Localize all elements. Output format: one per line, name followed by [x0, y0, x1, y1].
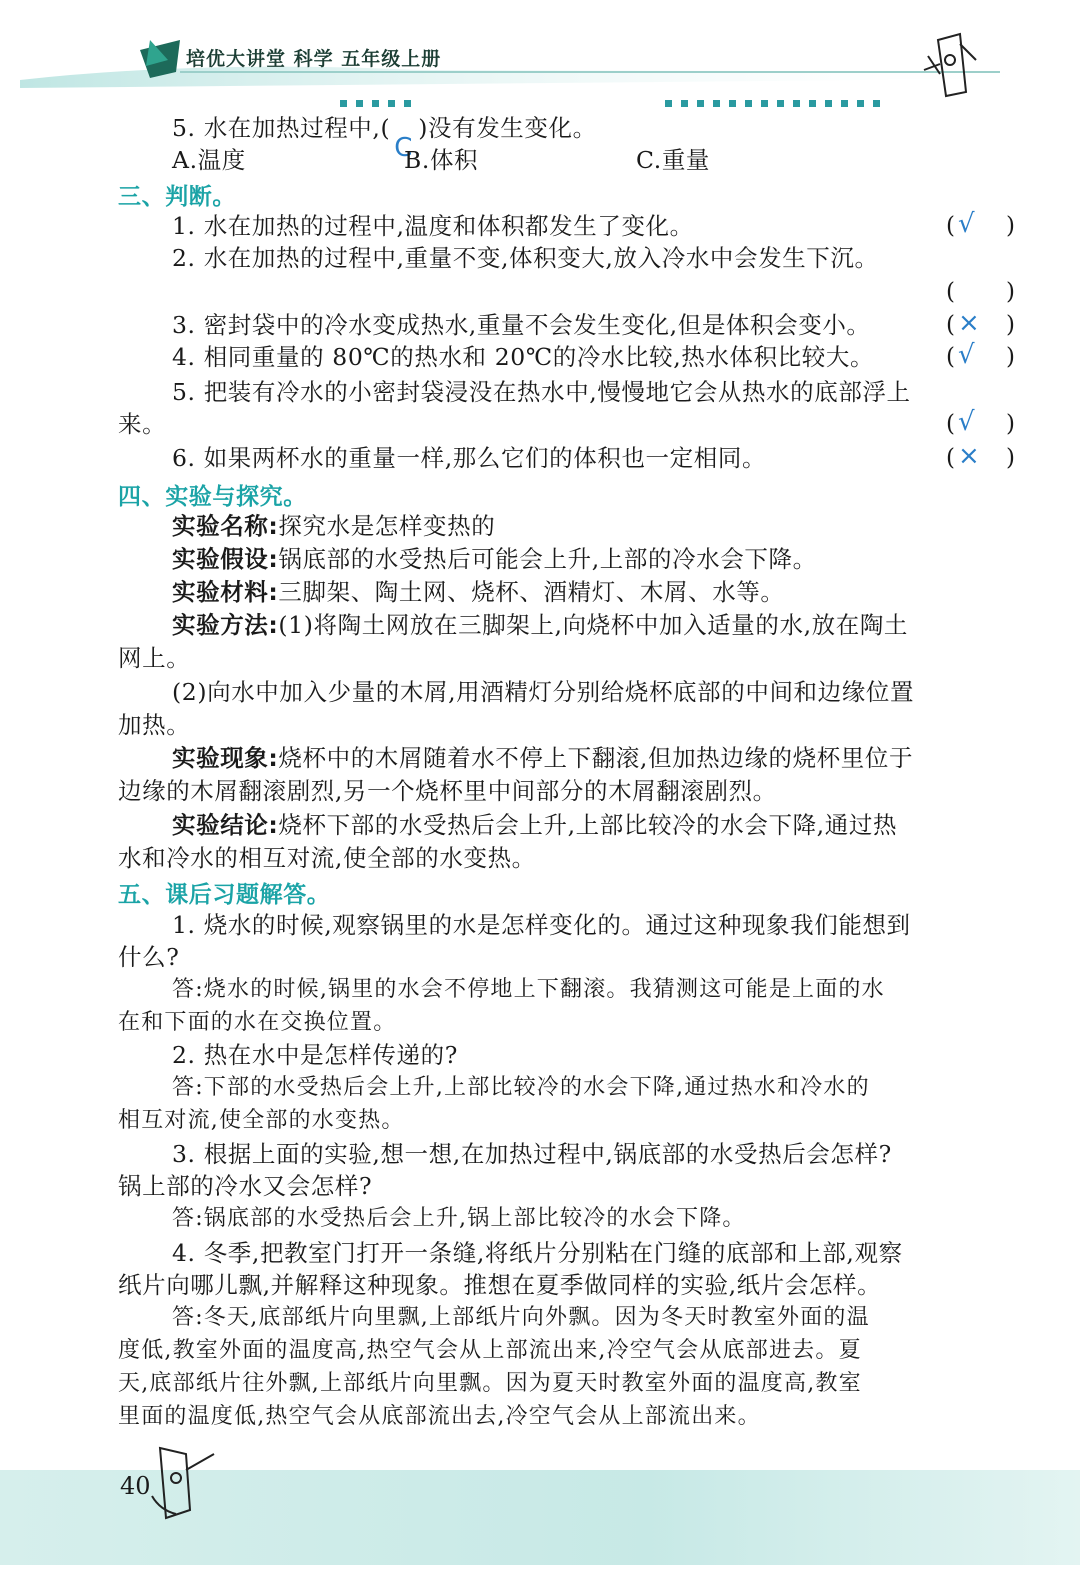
check-mark-icon: √: [958, 209, 975, 239]
option-row: [172, 144, 1072, 176]
exercise-answer-cont: 相互对流,使全部的水变热。: [118, 1108, 405, 1133]
judgement-item: 5. 把装有冷水的小密封袋浸没在热水中,慢慢地它会从热水的底部浮上: [172, 378, 911, 406]
exercise-answer-cont: 度低,教室外面的温度高,热空气会从上部流出来,冷空气会从底部进去。夏: [118, 1338, 862, 1363]
exercise-question-cont: 锅上部的冷水又会怎样?: [118, 1172, 373, 1200]
judgement-item: 2. 水在加热的过程中,重量不变,体积变大,放入冷水中会发生下沉。: [172, 244, 879, 272]
option-c: C.重量: [636, 146, 711, 174]
exercise-question-cont: 纸片向哪儿飘,并解释这种现象。推想在夏季做同样的实验,纸片会怎样。: [118, 1271, 882, 1299]
page-number: 40: [120, 1472, 151, 1500]
judgement-item: 1. 水在加热的过程中,温度和体积都发生了变化。: [172, 212, 694, 240]
cross-mark-icon: ×: [958, 308, 980, 338]
section-title-exercises: 五、课后习题解答。: [118, 882, 331, 908]
section-title-judgement: 三、判断。: [118, 184, 236, 210]
exercise-answer: 答:下部的水受热后会上升,上部比较冷的水会下降,通过热水和冷水的: [172, 1075, 870, 1100]
judgement-item: 6. 如果两杯水的重量一样,那么它们的体积也一定相同。: [172, 444, 767, 472]
header-title: 培优大讲堂 科学 五年级上册: [186, 48, 442, 70]
exercise-answer: 答:冬天,底部纸片向里飘,上部纸片向外飘。因为冬天时教室外面的温: [172, 1305, 870, 1330]
handwritten-answer: C: [394, 133, 413, 163]
page-content: 5. 水在加热过程中,( C )没有发生变化。 A.温度 B.体积 C.重量 三、判断。 1. 水在加热的过程中,温度和体积都发生了变化。 ( √ ) 2. 水在加热的过程中,重量不变,体积变大,放入冷水中会发生下沉。 ( ) 3. 密封袋中的冷水变成热水,重量不会发生变化,但是体积会变小。 ( × ) 4. 相同重量的 80℃的热水和 20℃的冷水比较,热水体积比较大。 ( √ ) 5. 把装有冷水的小密封袋浸没在热水中,慢慢地它会从热水的底部浮上 来。 ( √ ) 6. 如果两杯水的重量一样,那么它们的体积也一定相同。 ( × ) 四、实验与探究。 实验名称:探究水是怎样变热的 实验假设:锅底部的水受热后可能会上升,上部的冷水会下降。 实验材料:三脚架、陶土网、烧杯、酒精灯、木屑、水等。 实验方法:(1)将陶土网放在三脚架上,向烧杯中加入适量的水,放在陶土 网上。 (2)向水中加入少量的木屑,用酒精灯分别给烧杯底部的中间和边缘位置 加热。 实验现象:烧杯中的木屑随着水不停上下翻滚,但加热边缘的烧杯里位于 边缘的木屑翻滚剧烈,另一个烧杯里中间部分的木屑翻滚剧烈。 实验结论:烧杯下部的水受热后会上升,上部比较冷的水会下降,通过热 水和冷水的相互对流,使全部的水变热。 五、课后习题解答。 1. 烧水的时候,观察锅里的水是怎样变化的。通过这种现象我们能想到 什么? 答:烧水的时候,锅里的水会不停地上下翻滚。我猜测这可能是上面的水 在和下面的水在交换位置。 2. 热在水中是怎样传递的? 答:下部的水受热后会上升,上部比较冷的水会下降,通过热水和冷水的 相互对流,使全部的水变热。 3. 根据上面的实验,想一想,在加热过程中,锅底部的水受热后会怎样? 锅上部的冷水又会怎样? 答:锅底部的水受热后会上升,锅上部比较冷的水会下降。 4. 冬季,把教室门打开一条缝,将纸片分别粘在门缝的底部和上部,观察 纸片向哪儿飘,并解释这种现象。推想在夏季做同样的实验,纸片会怎样。 答:冬天,底部纸片向里飘,上部纸片向外飘。因为冬天时教室外面的温 度低,教室外面的温度高,热空气会从上部流出来,冷空气会从底部进去。夏 天,底部纸片往外飘,上部纸片向里飘。因为夏天时教室外面的温度高,教室 里面的温度低,热空气会从底部流出去,冷空气会从上部流出来。: [0, 0, 1080, 1565]
experiment-phenomenon: 实验现象:烧杯中的木屑随着水不停上下翻滚,但加热边缘的烧杯里位于: [172, 744, 914, 772]
exercise-answer: 答:烧水的时候,锅里的水会不停地上下翻滚。我猜测这可能是上面的水: [172, 977, 885, 1002]
exercise-question-cont: 什么?: [118, 943, 180, 971]
experiment-conclusion-cont: 水和冷水的相互对流,使全部的水变热。: [118, 844, 536, 872]
exercise-question: 3. 根据上面的实验,想一想,在加热过程中,锅底部的水受热后会怎样?: [172, 1140, 892, 1168]
question-stem-post: )没有发生变化。: [418, 114, 597, 142]
experiment-method-step2: (2)向水中加入少量的木屑,用酒精灯分别给烧杯底部的中间和边缘位置: [172, 678, 915, 706]
experiment-materials: 实验材料:三脚架、陶土网、烧杯、酒精灯、木屑、水等。: [172, 578, 785, 606]
question-stem-pre: 5. 水在加热过程中,(: [172, 114, 391, 142]
exercise-answer-cont: 在和下面的水在交换位置。: [118, 1010, 397, 1035]
exercise-question: 1. 烧水的时候,观察锅里的水是怎样变化的。通过这种现象我们能想到: [172, 911, 911, 939]
footer-decoration: [0, 1440, 1080, 1565]
exercise-question: 4. 冬季,把教室门打开一条缝,将纸片分别粘在门缝的底部和上部,观察: [172, 1239, 903, 1267]
option-b: B.体积: [404, 146, 479, 174]
experiment-method-cont: 网上。: [118, 644, 191, 672]
exercise-answer: 答:锅底部的水受热后会上升,锅上部比较冷的水会下降。: [172, 1206, 746, 1231]
judgement-item: 4. 相同重量的 80℃的热水和 20℃的冷水比较,热水体积比较大。: [172, 343, 875, 371]
check-mark-icon: √: [958, 340, 975, 370]
section-title-experiment: 四、实验与探究。: [118, 484, 307, 510]
cross-mark-icon: ×: [958, 441, 980, 471]
exercise-answer-cont: 天,底部纸片往外飘,上部纸片向里飘。因为夏天时教室外面的温度高,教室: [118, 1371, 862, 1396]
experiment-method: 实验方法:(1)将陶土网放在三脚架上,向烧杯中加入适量的水,放在陶土: [172, 611, 909, 639]
experiment-phenomenon-cont: 边缘的木屑翻滚剧烈,另一个烧杯里中间部分的木屑翻滚剧烈。: [118, 777, 777, 805]
exercise-question: 2. 热在水中是怎样传递的?: [172, 1041, 458, 1069]
option-a: A.温度: [172, 146, 246, 174]
check-mark-icon: √: [958, 407, 975, 437]
experiment-method-step2-cont: 加热。: [118, 711, 191, 739]
judgement-item-continuation: 来。: [118, 410, 167, 438]
experiment-conclusion: 实验结论:烧杯下部的水受热后会上升,上部比较冷的水会下降,通过热: [172, 811, 898, 839]
page-footer: [0, 1440, 1080, 1565]
experiment-hypothesis: 实验假设:锅底部的水受热后可能会上升,上部的冷水会下降。: [172, 545, 817, 573]
experiment-name: 实验名称:探究水是怎样变热的: [172, 512, 496, 540]
judgement-item: 3. 密封袋中的冷水变成热水,重量不会发生变化,但是体积会变小。: [172, 311, 871, 339]
exercise-answer-cont: 里面的温度低,热空气会从底部流出去,冷空气会从上部流出来。: [118, 1404, 761, 1429]
